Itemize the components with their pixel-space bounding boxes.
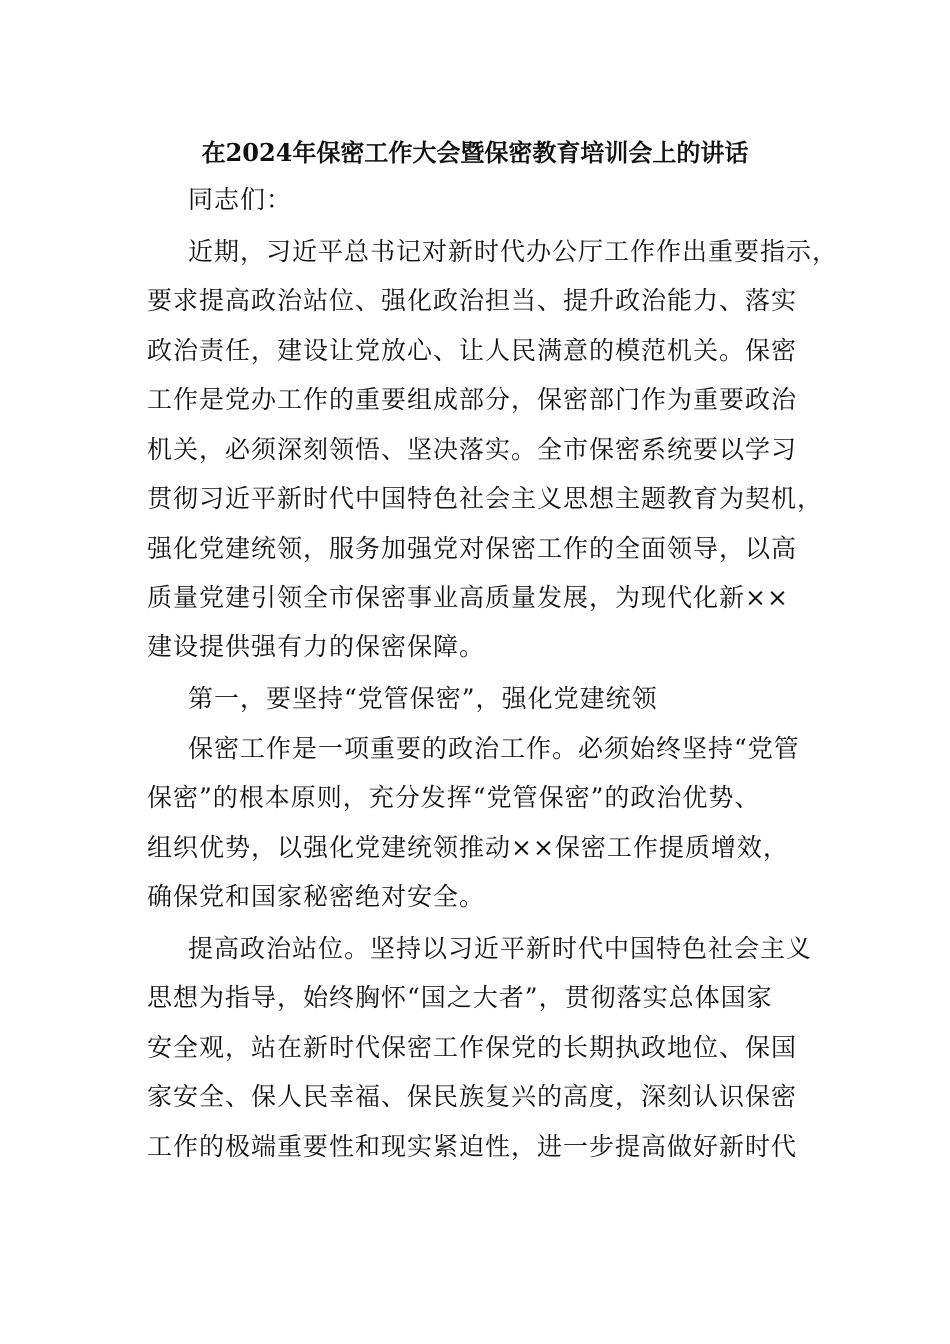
body-line: 机关，必须深刻领悟、坚决落实。全市保密系统要以学习 [147,435,798,464]
body-line: 工作的极端重要性和现实紧迫性，进一步提高做好新时代 [147,1132,798,1161]
body-line: 提高政治站位。坚持以习近平新时代中国特色社会主义 [188,934,813,963]
body-line: 组织优势，以强化党建统领推动××保密工作提质增效， [147,833,789,862]
body-line: 建设提供强有力的保密保障。 [147,632,486,661]
body-line: 强化党建统领，服务加强党对保密工作的全面领导，以高 [147,534,798,563]
body-line: 工作是党办工作的重要组成部分，保密部门作为重要政治 [147,385,798,414]
document-title: 在2024年保密工作大会暨保密教育培训会上的讲话 [201,138,749,167]
body-line: 保密”的根本原则，充分发挥“党管保密”的政治优势、 [147,783,761,812]
section-heading: 第一，要坚持“党管保密”，强化党建统领 [188,684,658,713]
greeting: 同志们： [188,185,293,214]
body-line: 质量党建引领全市保密事业高质量发展，为现代化新×× [147,583,789,612]
body-line: 思想为指导，始终胸怀“国之大者”，贯彻落实总体国家 [147,983,773,1012]
body-line: 政治责任，建设让党放心、让人民满意的模范机关。保密 [147,336,798,365]
body-line: 保密工作是一项重要的政治工作。必须始终坚持“党管 [188,734,800,763]
body-line: 贯彻习近平新时代中国特色社会主义思想主题教育为契机， [147,484,824,513]
body-line: 确保党和国家秘密绝对安全。 [147,882,486,911]
body-line: 家安全、保人民幸福、保民族复兴的高度，深刻认识保密 [147,1082,798,1111]
body-line: 近期，习近平总书记对新时代办公厅工作作出重要指示， [188,237,839,266]
body-line: 要求提高政治站位、强化政治担当、提升政治能力、落实 [147,286,798,315]
body-line: 安全观，站在新时代保密工作保党的长期执政地位、保国 [147,1033,798,1062]
